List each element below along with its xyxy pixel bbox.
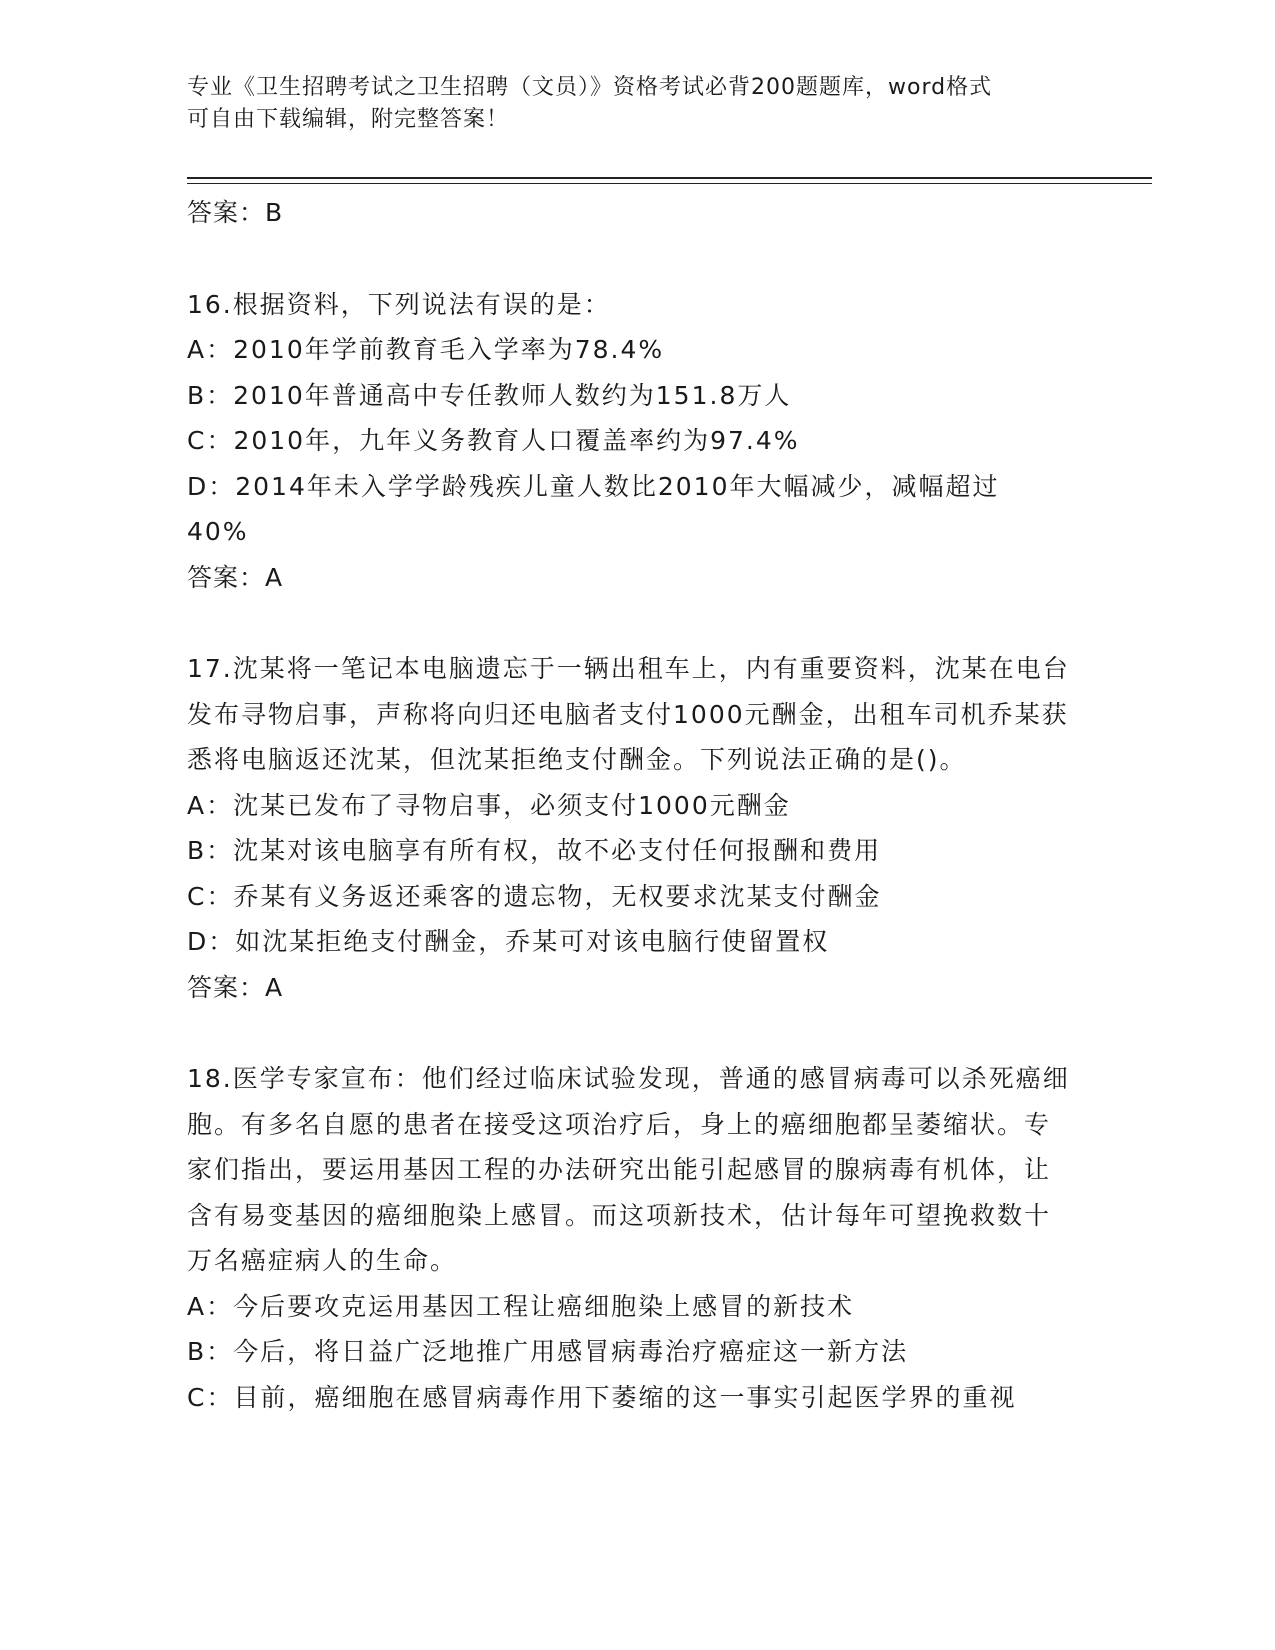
option-a: A：今后要攻克运用基因工程让癌细胞染上感冒的新技术 (187, 1291, 855, 1321)
option-d: D：2014年未入学学龄残疾儿童人数比2010年大幅减少，减幅超过40% (187, 471, 1000, 546)
answer: 答案：A (187, 562, 284, 592)
answer-previous: 答案：B (187, 198, 284, 227)
option-c: C：乔某有义务返还乘客的遗忘物，无权要求沈某支付酬金 (187, 881, 882, 911)
option-b: B：2010年普通高中专任教师人数约为151.8万人 (187, 380, 792, 410)
option-c: C：目前，癌细胞在感冒病毒作用下萎缩的这一事实引起医学界的重视 (187, 1382, 1017, 1412)
document-header (187, 72, 1067, 136)
answer: 答案：A (187, 972, 284, 1002)
question-18 (187, 1056, 1077, 1420)
question-stem: 17.沈某将一笔记本电脑遗忘于一辆出租车上，内有重要资料，沈某在电台发布寻物启事，声称将向归还电脑者支付1000元酬金，出租车司机乔某获悉将电脑返还沈某，但沈某拒绝支付酬金。下列说法正确的是()。 (187, 654, 1070, 774)
spacer (187, 600, 1077, 646)
spacer (187, 1010, 1077, 1056)
header-rule-thick (187, 177, 1152, 179)
header-line-1: 专业《卫生招聘考试之卫生招聘（文员）》资格考试必背200题题库，word格式 (187, 75, 993, 100)
spacer (187, 236, 1077, 282)
option-a: A：沈某已发布了寻物启事，必须支付1000元酬金 (187, 790, 791, 820)
option-b: B：今后，将日益广泛地推广用感冒病毒治疗癌症这一新方法 (187, 1337, 909, 1366)
header-rule-thin (187, 183, 1152, 184)
option-b: B：沈某对该电脑享有所有权，故不必支付任何报酬和费用 (187, 836, 882, 865)
question-stem: 16.根据资料，下列说法有误的是： (187, 289, 611, 319)
document-body (187, 190, 1077, 1420)
option-c: C：2010年，九年义务教育人口覆盖率约为97.4% (187, 426, 800, 455)
option-d: D：如沈某拒绝支付酬金，乔某可对该电脑行使留置权 (187, 927, 830, 956)
header-line-2: 可自由下载编辑，附完整答案！ (187, 107, 510, 132)
question-16 (187, 282, 1077, 601)
question-17 (187, 646, 1077, 1010)
option-a: A：2010年学前教育毛入学率为78.4% (187, 335, 665, 364)
question-stem: 18.医学专家宣布：他们经过临床试验发现，普通的感冒病毒可以杀死癌细胞。有多名自愿的患者在接受这项治疗后，身上的癌细胞都呈萎缩状。专家们指出，要运用基因工程的办法研究出能引起感冒的腺病毒有机体，让含有易变基因的癌细胞染上感冒。而这项新技术，估计每年可望挽救数十万名癌症病人的生命。 (187, 1064, 1070, 1275)
